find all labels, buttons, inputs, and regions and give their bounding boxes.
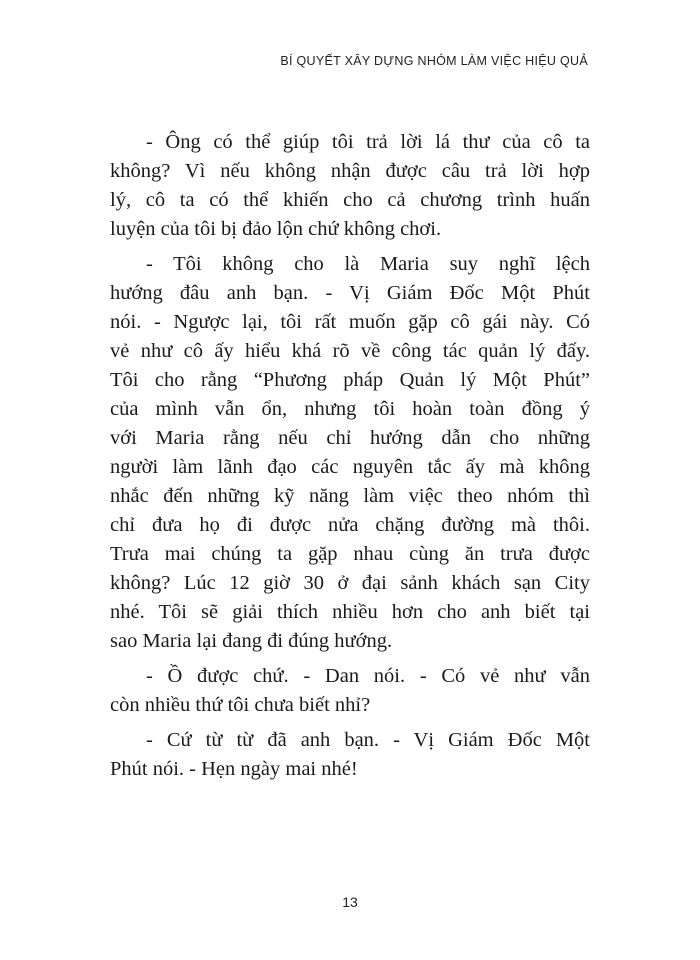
text-line: Trưa mai chúng ta gặp nhau cùng ăn trưa được [110, 543, 590, 565]
paragraph [110, 662, 590, 720]
text-line: không? Lúc 12 giờ 30 ở đại sảnh khách sạn City [110, 572, 590, 594]
paragraph [110, 128, 590, 244]
text-line: vẻ như cô ấy hiểu khá rõ về công tác quản lý đấy. [110, 340, 590, 362]
text-line: - Ông có thể giúp tôi trả lời lá thư của cô ta [146, 131, 590, 153]
text-line: Tôi cho rằng “Phương pháp Quản lý Một Phút” [110, 369, 590, 391]
text-line: nhé. Tôi sẽ giải thích nhiều hơn cho anh biết tại [110, 601, 590, 623]
paragraph [110, 250, 590, 656]
text-line: còn nhiều thứ tôi chưa biết nhỉ? [110, 694, 371, 716]
text-line: chỉ đưa họ đi được nửa chặng đường mà thôi. [110, 514, 590, 536]
text-line: người làm lãnh đạo các nguyên tắc ấy mà không [110, 456, 590, 478]
page-number: 13 [342, 894, 358, 910]
text-line: - Ồ được chứ. - Dan nói. - Có vẻ như vẫn [146, 665, 590, 687]
text-line: lý, cô ta có thể khiến cho cả chương trình huấn [110, 189, 590, 211]
text-line: với Maria rằng nếu chỉ hướng dẫn cho những [110, 427, 590, 449]
text-line: Phút nói. - Hẹn ngày mai nhé! [110, 758, 358, 780]
text-line: - Cứ từ từ đã anh bạn. - Vị Giám Đốc Một [146, 729, 590, 751]
paragraph [110, 726, 590, 784]
text-line: nhắc đến những kỹ năng làm việc theo nhóm thì [110, 485, 590, 507]
text-line: của mình vẫn ổn, nhưng tôi hoàn toàn đồng ý [110, 398, 590, 420]
text-line: luyện của tôi bị đảo lộn chứ không chơi. [110, 218, 442, 240]
text-line: - Tôi không cho là Maria suy nghĩ lệch [146, 253, 590, 275]
text-line: nói. - Ngược lại, tôi rất muốn gặp cô gái này. Có [110, 311, 590, 333]
body-text [110, 128, 590, 790]
text-line: sao Maria lại đang đi đúng hướng. [110, 630, 393, 652]
text-line: không? Vì nếu không nhận được câu trả lời hợp [110, 160, 590, 182]
running-header: BÍ QUYẾT XÂY DỰNG NHÓM LÀM VIỆC HIỆU QUẢ [280, 54, 588, 68]
text-line: hướng đâu anh bạn. - Vị Giám Đốc Một Phút [110, 282, 590, 304]
